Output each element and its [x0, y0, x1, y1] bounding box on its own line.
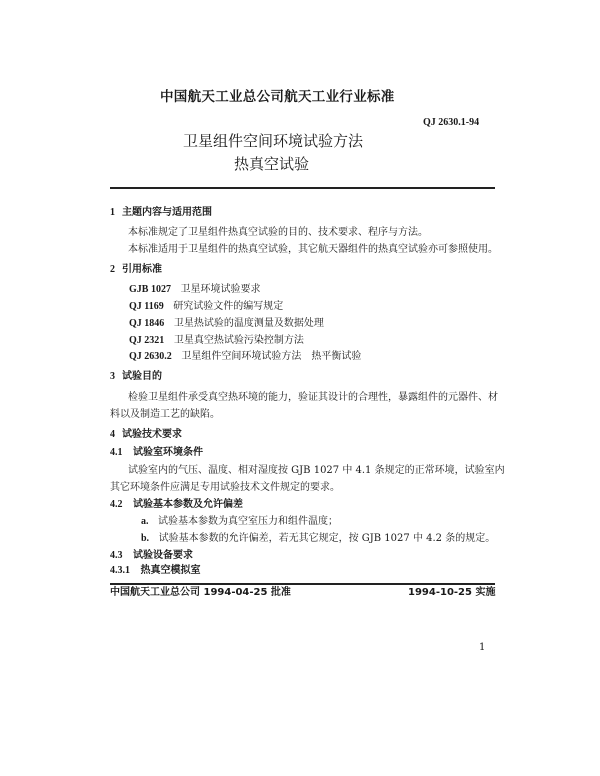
reference-code: QJ 1169 — [129, 301, 164, 312]
reference-name: 卫星热试验的温度测量及数据处理 — [173, 318, 324, 329]
reference-item — [129, 318, 324, 330]
reference-code: QJ 2321 — [129, 335, 165, 346]
paragraph: 本标准规定了卫星组件热真空试验的目的、技术要求、程序与方法。 — [128, 227, 428, 238]
issuing-organization: 中国航天工业总公司航天工业行业标准 — [160, 89, 395, 105]
section-4-3-heading — [110, 550, 193, 562]
section-title: 试验目的 — [121, 371, 162, 382]
section-number: 4.3 — [110, 550, 123, 561]
paragraph: 本标准适用于卫星组件的热真空试验，其它航天器组件的热真空试验亦可参照使用。 — [128, 244, 498, 255]
section-title: 试验设备要求 — [132, 550, 193, 561]
paragraph: 料以及制造工艺的缺陷。 — [110, 409, 220, 420]
standard-code: QJ 2630.1-94 — [423, 117, 480, 128]
reference-name: 卫星组件空间环境试验方法 热平衡试验 — [181, 351, 362, 362]
paragraph: 其它环境条件应满足专用试验技术文件规定的要求。 — [110, 482, 340, 493]
list-label: a. — [141, 516, 149, 527]
reference-name: 卫星真空热试验污染控制方法 — [173, 335, 304, 346]
section-title: 引用标准 — [121, 264, 162, 275]
section-number: 3 — [110, 371, 115, 382]
section-title: 主题内容与适用范围 — [121, 207, 212, 218]
footer-rule — [110, 583, 495, 585]
effective-date: 1994-10-25 实施 — [408, 587, 496, 598]
reference-name: 卫星环境试验要求 — [180, 284, 261, 295]
list-item — [141, 533, 495, 545]
section-number: 4.1 — [110, 447, 123, 458]
reference-item — [129, 301, 283, 313]
reference-name: 研究试验文件的编写规定 — [173, 301, 284, 312]
reference-item — [129, 351, 361, 363]
page-number: 1 — [479, 642, 486, 653]
reference-code: QJ 2630.2 — [129, 351, 172, 362]
header-rule — [110, 187, 495, 189]
section-title: 试验基本参数及允许偏差 — [132, 499, 243, 510]
section-4-2-heading — [110, 499, 243, 511]
list-label: b. — [141, 533, 150, 544]
list-text: 试验基本参数为真空室压力和组件温度； — [158, 516, 339, 527]
section-3-heading — [110, 371, 162, 383]
approval-line: 中国航天工业总公司 1994-04-25 批准 — [110, 587, 291, 598]
section-title: 热真空模拟室 — [140, 565, 201, 576]
list-text: 试验基本参数的允许偏差，若无其它规定，按 GJB 1027 中 4.2 条的规定。 — [158, 533, 496, 544]
document-subtitle: 热真空试验 — [234, 155, 310, 173]
section-4-1-heading — [110, 447, 203, 459]
reference-code: GJB 1027 — [129, 284, 171, 295]
section-title: 试验技术要求 — [121, 429, 182, 440]
section-number: 4 — [110, 429, 115, 440]
reference-code: QJ 1846 — [129, 318, 165, 329]
list-item — [141, 516, 338, 528]
section-4-heading — [110, 429, 182, 441]
section-1-heading — [110, 207, 212, 219]
section-title: 试验室环境条件 — [132, 447, 203, 458]
document-title: 卫星组件空间环境试验方法 — [183, 132, 364, 150]
section-number: 4.2 — [110, 499, 123, 510]
section-2-heading — [110, 264, 162, 276]
paragraph: 试验室内的气压、温度、相对湿度按 GJB 1027 中 4.1 条规定的正常环境，试验室内 — [128, 465, 505, 476]
section-number: 1 — [110, 207, 115, 218]
paragraph: 检验卫星组件承受真空热环境的能力，验证其设计的合理性，暴露组件的元器件、材 — [128, 392, 498, 403]
section-4-3-1-heading — [110, 565, 200, 577]
section-number: 2 — [110, 264, 115, 275]
reference-item — [129, 335, 304, 347]
reference-item — [129, 284, 261, 296]
section-number: 4.3.1 — [110, 565, 130, 576]
